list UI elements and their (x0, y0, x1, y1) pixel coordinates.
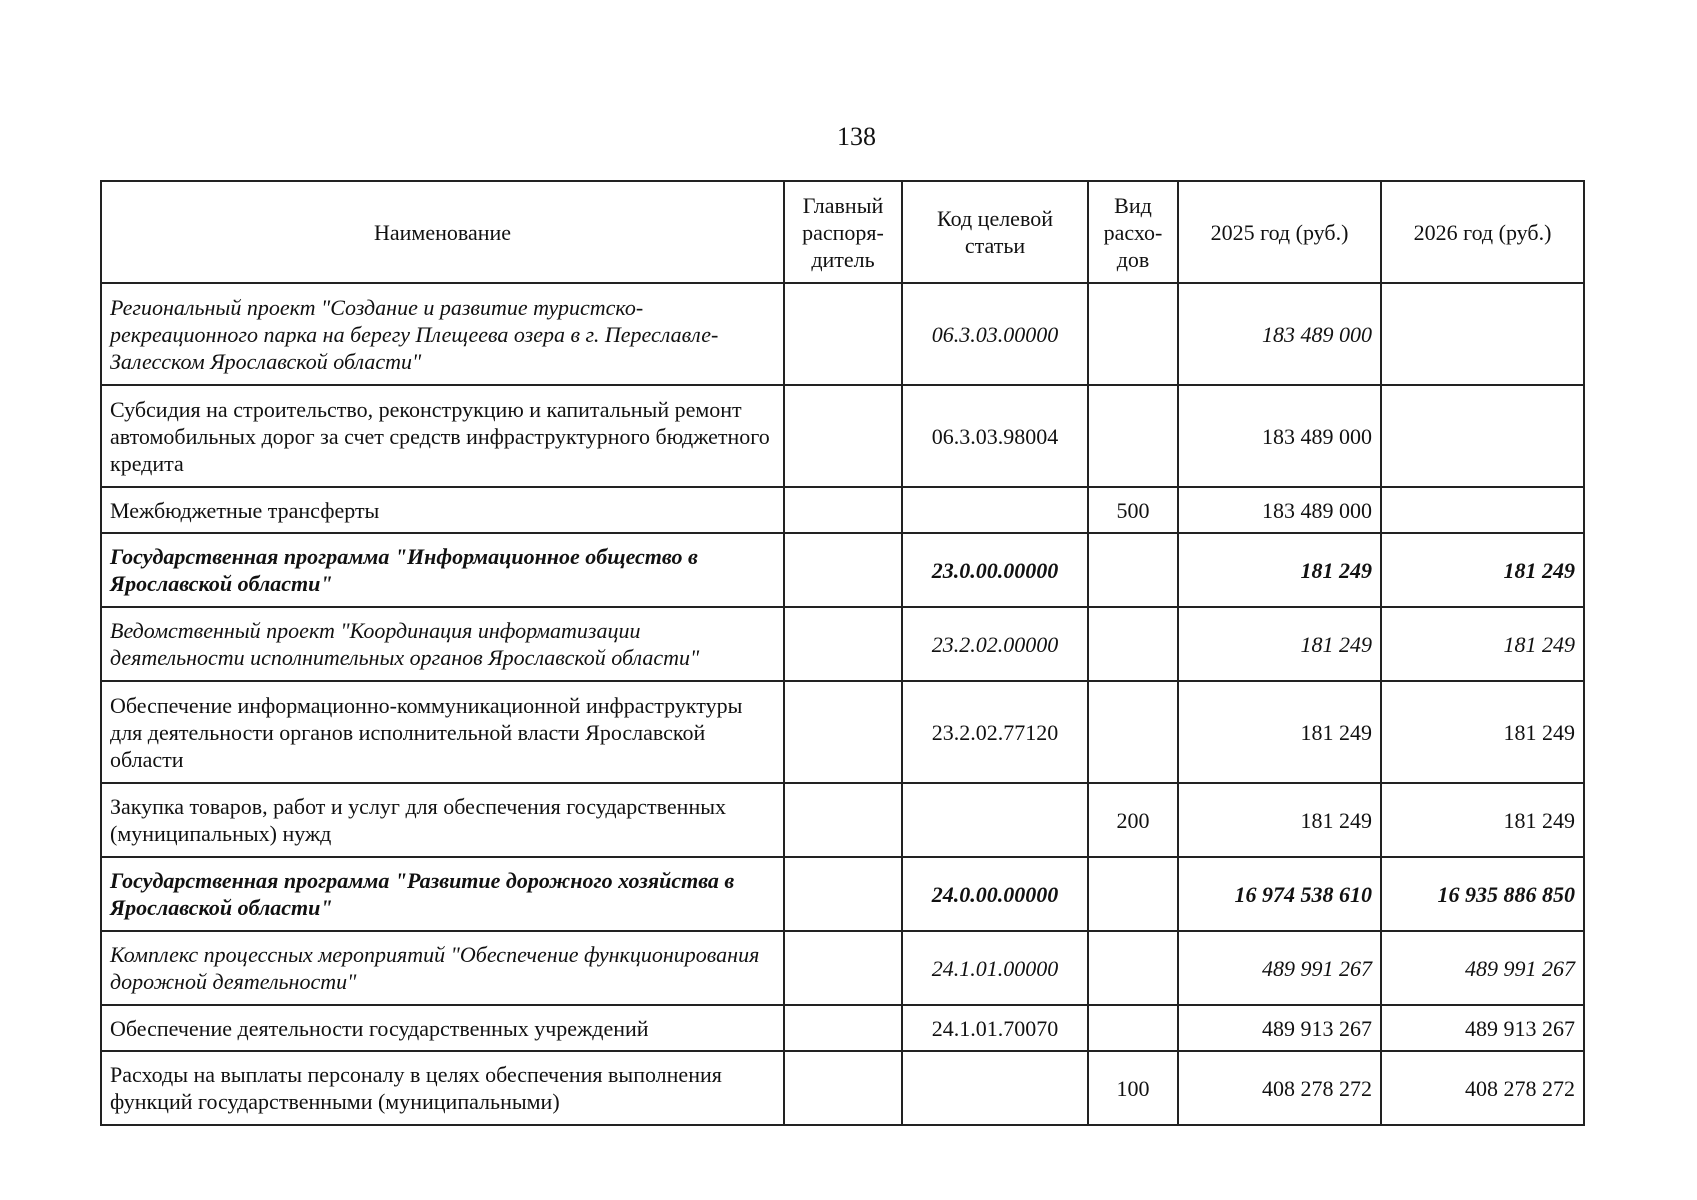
cell-2025: 181 249 (1178, 607, 1381, 681)
cell-manager (784, 385, 902, 487)
table-row (101, 607, 1584, 681)
cell-manager (784, 487, 902, 533)
cell-type (1088, 931, 1178, 1005)
cell-name: Ведомственный проект "Координация информатизации деятельности исполнительных органов Ярославской области" (101, 607, 784, 681)
cell-code: 06.3.03.00000 (902, 283, 1088, 385)
cell-2026: 489 991 267 (1381, 931, 1584, 1005)
cell-type: 100 (1088, 1051, 1178, 1125)
cell-2025: 16 974 538 610 (1178, 857, 1381, 931)
cell-manager (784, 533, 902, 607)
cell-type (1088, 533, 1178, 607)
cell-name: Государственная программа "Развитие дорожного хозяйства в Ярославской области" (101, 857, 784, 931)
cell-code: 24.0.00.00000 (902, 857, 1088, 931)
cell-2025: 489 991 267 (1178, 931, 1381, 1005)
header-type: Вид расхо-дов (1088, 181, 1178, 283)
cell-2025: 489 913 267 (1178, 1005, 1381, 1051)
cell-code: 06.3.03.98004 (902, 385, 1088, 487)
cell-name: Обеспечение информационно-коммуникационной инфраструктуры для деятельности органов исполнительной власти Ярославской области (101, 681, 784, 783)
table-row (101, 1005, 1584, 1051)
cell-type (1088, 857, 1178, 931)
table-row (101, 783, 1584, 857)
cell-type (1088, 385, 1178, 487)
cell-2026 (1381, 283, 1584, 385)
cell-2026: 16 935 886 850 (1381, 857, 1584, 931)
cell-code: 23.0.00.00000 (902, 533, 1088, 607)
cell-name: Расходы на выплаты персоналу в целях обеспечения выполнения функций государственными (муниципальными) (101, 1051, 784, 1125)
cell-manager (784, 857, 902, 931)
cell-manager (784, 607, 902, 681)
cell-2026: 181 249 (1381, 607, 1584, 681)
cell-manager (784, 931, 902, 1005)
cell-code: 23.2.02.77120 (902, 681, 1088, 783)
header-row (101, 181, 1584, 283)
cell-code (902, 783, 1088, 857)
table-row (101, 857, 1584, 931)
cell-2025: 408 278 272 (1178, 1051, 1381, 1125)
header-2026: 2026 год (руб.) (1381, 181, 1584, 283)
cell-2026: 181 249 (1381, 783, 1584, 857)
table-row (101, 533, 1584, 607)
header-name: Наименование (101, 181, 784, 283)
cell-name: Субсидия на строительство, реконструкцию и капитальный ремонт автомобильных дорог за счет средств инфраструктурного бюджетного кредита (101, 385, 784, 487)
budget-table (100, 180, 1585, 1126)
cell-code (902, 487, 1088, 533)
cell-2025: 181 249 (1178, 681, 1381, 783)
cell-2026: 181 249 (1381, 533, 1584, 607)
cell-2026: 408 278 272 (1381, 1051, 1584, 1125)
cell-2025: 181 249 (1178, 783, 1381, 857)
cell-type (1088, 681, 1178, 783)
cell-code: 24.1.01.00000 (902, 931, 1088, 1005)
cell-2025: 183 489 000 (1178, 487, 1381, 533)
cell-name: Закупка товаров, работ и услуг для обеспечения государственных (муниципальных) нужд (101, 783, 784, 857)
cell-name: Государственная программа "Информационное общество в Ярославской области" (101, 533, 784, 607)
header-manager: Главный распоря-дитель (784, 181, 902, 283)
cell-type (1088, 607, 1178, 681)
cell-manager (784, 1005, 902, 1051)
cell-type: 500 (1088, 487, 1178, 533)
cell-name: Комплекс процессных мероприятий "Обеспечение функционирования дорожной деятельности" (101, 931, 784, 1005)
cell-2025: 183 489 000 (1178, 385, 1381, 487)
cell-manager (784, 783, 902, 857)
cell-2025: 181 249 (1178, 533, 1381, 607)
header-code: Код целевой статьи (902, 181, 1088, 283)
header-2025: 2025 год (руб.) (1178, 181, 1381, 283)
cell-2026: 489 913 267 (1381, 1005, 1584, 1051)
cell-name: Межбюджетные трансферты (101, 487, 784, 533)
cell-code: 23.2.02.00000 (902, 607, 1088, 681)
cell-name: Обеспечение деятельности государственных учреждений (101, 1005, 784, 1051)
table-row (101, 385, 1584, 487)
cell-manager (784, 1051, 902, 1125)
cell-name: Региональный проект "Создание и развитие туристско-рекреационного парка на берегу Плещеева озера в г. Переславле-Залесском Ярославской области" (101, 283, 784, 385)
cell-type: 200 (1088, 783, 1178, 857)
cell-code (902, 1051, 1088, 1125)
cell-2026: 181 249 (1381, 681, 1584, 783)
cell-type (1088, 283, 1178, 385)
page-number: 138 (837, 122, 876, 151)
cell-code: 24.1.01.70070 (902, 1005, 1088, 1051)
cell-2026 (1381, 385, 1584, 487)
cell-2025: 183 489 000 (1178, 283, 1381, 385)
table-row (101, 283, 1584, 385)
cell-manager (784, 283, 902, 385)
cell-type (1088, 1005, 1178, 1051)
table-row (101, 931, 1584, 1005)
table-row (101, 487, 1584, 533)
table-row (101, 681, 1584, 783)
table-body (101, 283, 1584, 1125)
cell-2026 (1381, 487, 1584, 533)
table-row (101, 1051, 1584, 1125)
cell-manager (784, 681, 902, 783)
